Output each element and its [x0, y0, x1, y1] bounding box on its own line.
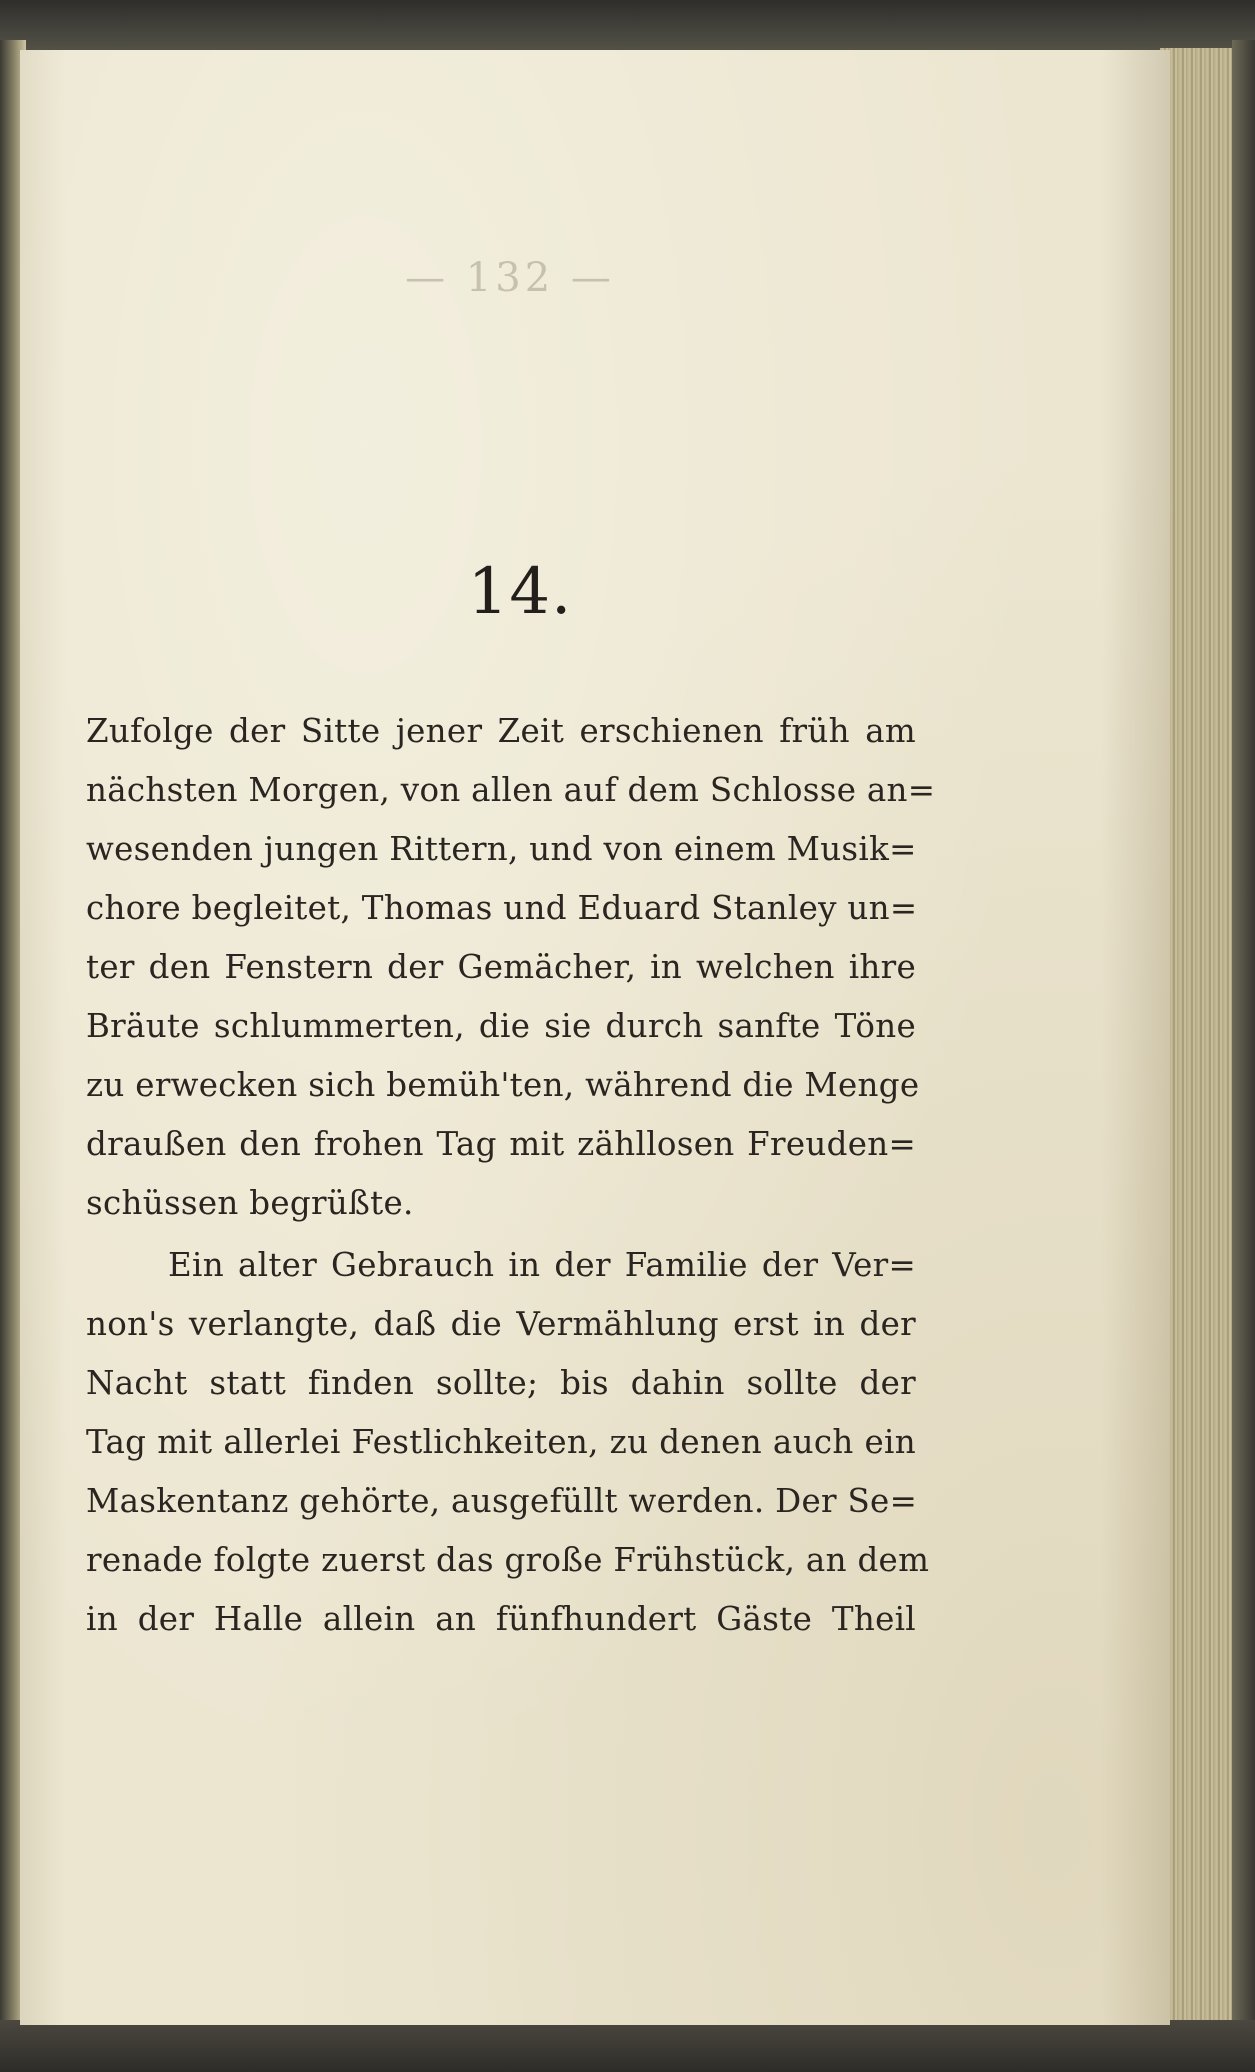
- text-line: Tag mit allerlei Festlichkeiten, zu denen auch ein: [86, 1423, 916, 1461]
- text-line: Ein alter Gebrauch in der Familie der Ver=: [168, 1246, 916, 1284]
- text-line: renade folgte zuerst das große Frühstück, an dem: [86, 1541, 930, 1579]
- text-line: non's verlangte, daß die Vermählung erst in der: [86, 1305, 916, 1343]
- text-line: Zufolge der Sitte jener Zeit erschienen früh am: [86, 712, 916, 750]
- book-page: [20, 50, 1170, 2025]
- text-line: ter den Fenstern der Gemächer, in welchen ihre: [86, 948, 916, 986]
- paragraph-2: [86, 1236, 930, 1649]
- text-line: chore begleitet, Thomas und Eduard Stanley un=: [86, 889, 918, 927]
- text-line: schüssen begrüßte.: [86, 1184, 414, 1222]
- text-line: zu erwecken sich bemüh'ten, während die Menge: [86, 1066, 920, 1104]
- book-cover-top: [0, 0, 1255, 52]
- text-line: in der Halle allein an fünfhundert Gäste Theil: [86, 1600, 916, 1638]
- paragraph-1: [86, 702, 936, 1233]
- text-line: Nacht statt finden sollte; bis dahin sollte der: [86, 1364, 916, 1402]
- text-line: draußen den frohen Tag mit zähllosen Freuden=: [86, 1125, 916, 1163]
- text-line: Maskentanz gehörte, ausgefüllt werden. Der Se=: [86, 1482, 918, 1520]
- text-line: wesenden jungen Rittern, und von einem Musik=: [86, 830, 917, 868]
- text-line: Bräute schlummerten, die sie durch sanfte Töne: [86, 1007, 916, 1045]
- book-cover-right: [1232, 40, 1255, 2040]
- book-cover-bottom: [0, 2020, 1255, 2072]
- page-number: — 132 —: [405, 255, 615, 301]
- body-text: [86, 702, 936, 1649]
- text-line: nächsten Morgen, von allen auf dem Schlosse an=: [86, 771, 936, 809]
- chapter-number: 14.: [467, 555, 573, 629]
